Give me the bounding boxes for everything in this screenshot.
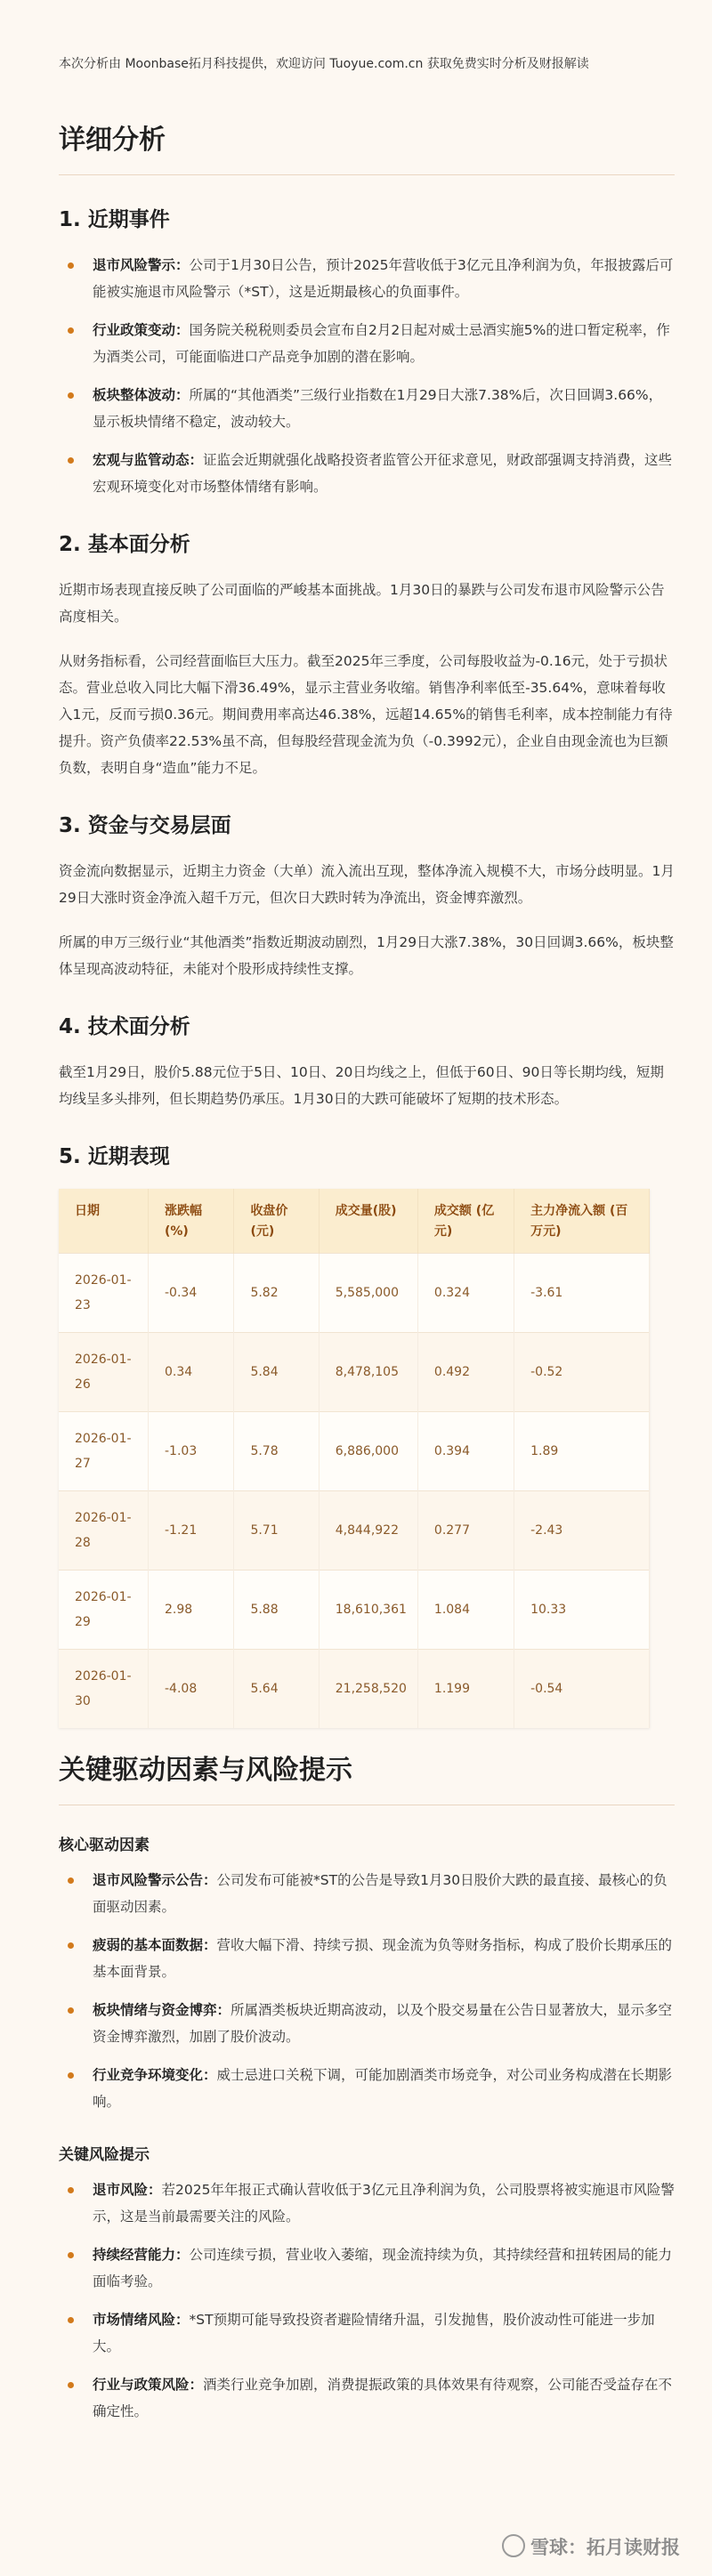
drivers-risks-title: 关键驱动因素与风险提示 — [59, 1753, 675, 1805]
item-text: 所属酒类板块近期高波动，以及个股交易量在公告日显著放大，显示多空资金博弈激烈，加剧了股价波动。 — [93, 2002, 673, 2045]
cell-turnover: 0.324 — [417, 1254, 514, 1333]
cell-close: 5.84 — [234, 1333, 319, 1412]
xueqiu-logo-icon — [502, 2534, 525, 2557]
cell-turnover: 1.199 — [417, 1650, 514, 1729]
list-item — [80, 2062, 675, 2115]
watermark-text: 雪球：拓月读财报 — [530, 2537, 680, 2558]
bullet-icon — [68, 2317, 74, 2323]
cell-turnover: 1.084 — [417, 1571, 514, 1650]
bullet-icon — [68, 457, 74, 464]
cell-volume: 18,610,361 — [319, 1571, 417, 1650]
cell-net-inflow: 10.33 — [514, 1571, 650, 1650]
list-item — [80, 2176, 675, 2230]
cell-date: 2026-01-29 — [59, 1571, 149, 1650]
item-label: 宏观与监管动态： — [93, 452, 204, 468]
item-text: 公司连续亏损，营业收入萎缩，现金流持续为负，其持续经营和扭转困局的能力面临考验。 — [93, 2247, 673, 2289]
item-text: 公司发布可能被*ST的公告是导致1月30日股价大跌的最直接、最核心的负面驱动因素。 — [93, 1872, 668, 1915]
watermark — [502, 2533, 680, 2560]
fundamentals-paragraph-1: 近期市场表现直接反映了公司面临的严峻基本面挑战。1月30日的暴跌与公司发布退市风险警示公告高度相关。 — [59, 582, 665, 625]
core-drivers-list — [59, 1867, 675, 2115]
cell-date: 2026-01-27 — [59, 1412, 149, 1491]
cell-date: 2026-01-30 — [59, 1650, 149, 1729]
cell-change: -1.21 — [149, 1491, 234, 1571]
core-drivers-heading: 核心驱动因素 — [59, 1837, 150, 1854]
intro-text: 本次分析由 Moonbase拓月科技提供，欢迎访问 Tuoyue.com.cn 获取免费实时分析及财报解读 — [59, 57, 589, 71]
header-close: 收盘价 (元) — [234, 1189, 319, 1254]
bullet-icon — [68, 2382, 74, 2388]
list-item — [80, 252, 675, 305]
cell-turnover: 0.277 — [417, 1491, 514, 1571]
recent-events-list — [59, 252, 675, 500]
table-header-row — [59, 1189, 650, 1254]
cell-net-inflow: -0.52 — [514, 1333, 650, 1412]
item-text: 证监会近期就强化战略投资者监管公开征求意见，财政部强调支持消费，这些宏观环境变化对市场整体情绪有影响。 — [93, 452, 673, 495]
cell-volume: 4,844,922 — [319, 1491, 417, 1571]
list-item — [80, 2371, 675, 2425]
cell-volume: 21,258,520 — [319, 1650, 417, 1729]
item-text: *ST预期可能导致投资者避险情绪升温，引发抛售，股价波动性可能进一步加大。 — [93, 2312, 655, 2354]
bullet-icon — [68, 1942, 74, 1949]
item-label: 持续经营能力： — [93, 2247, 190, 2263]
cell-close: 5.88 — [234, 1571, 319, 1650]
cell-change: -1.03 — [149, 1412, 234, 1491]
item-label: 行业与政策风险： — [93, 2377, 204, 2393]
cell-change: 0.34 — [149, 1333, 234, 1412]
header-net-inflow: 主力净流入额 (百万元) — [514, 1189, 650, 1254]
bullet-icon — [68, 1877, 74, 1884]
cell-date: 2026-01-26 — [59, 1333, 149, 1412]
section-recent-events-heading: 1. 近期事件 — [59, 208, 170, 231]
table-row — [59, 1491, 650, 1571]
bullet-icon — [68, 262, 74, 269]
item-text: 国务院关税税则委员会宣布自2月2日起对威士忌酒实施5%的进口暂定税率，作为酒类公司，可能面临进口产品竞争加剧的潜在影响。 — [93, 322, 670, 365]
item-text: 营收大幅下滑、持续亏损、现金流为负等财务指标，构成了股价长期承压的基本面背景。 — [93, 1937, 673, 1980]
list-item — [80, 382, 675, 435]
cell-volume: 6,886,000 — [319, 1412, 417, 1491]
list-item — [80, 317, 675, 370]
item-text: 公司于1月30日公告，预计2025年营收低于3亿元且净利润为负，年报披露后可能被实施退市风险警示（*ST），这是近期最核心的负面事件。 — [93, 257, 674, 300]
table-row — [59, 1254, 650, 1333]
bullet-icon — [68, 2007, 74, 2014]
item-text: 若2025年年报正式确认营收低于3亿元且净利润为负，公司股票将被实施退市风险警示，这是当前最需要关注的风险。 — [93, 2182, 675, 2225]
list-item — [80, 1867, 675, 1920]
cell-net-inflow: -2.43 — [514, 1491, 650, 1571]
cell-net-inflow: -0.54 — [514, 1650, 650, 1729]
header-volume: 成交量(股) — [319, 1189, 417, 1254]
list-item — [80, 1997, 675, 2050]
key-risks-list — [59, 2176, 675, 2425]
section-capital-heading: 3. 资金与交易层面 — [59, 814, 231, 837]
cell-close: 5.71 — [234, 1491, 319, 1571]
cell-net-inflow: -3.61 — [514, 1254, 650, 1333]
section-fundamentals-heading: 2. 基本面分析 — [59, 533, 190, 556]
bullet-icon — [68, 327, 74, 334]
item-label: 退市风险： — [93, 2182, 162, 2198]
list-item — [80, 447, 675, 500]
list-item — [80, 1932, 675, 1985]
cell-change: 2.98 — [149, 1571, 234, 1650]
cell-date: 2026-01-23 — [59, 1254, 149, 1333]
fundamentals-paragraph-2: 从财务指标看，公司经营面临巨大压力。截至2025年三季度，公司每股收益为-0.16元，处于亏损状态。营业总收入同比大幅下滑36.49%，显示主营业务收缩。销售净利率低至-35.64%，意味着每收入1元，反而亏损0.36元。期间费用率高达46.38%，远超14.65%的销售毛利率，成本控制能力有待提升。资产负债率22.53%虽不高，但每股经营现金流为负（-0.3992元），企业自由现金流也为巨额负数，表明自身“造血”能力不足。 — [59, 653, 673, 776]
item-label: 退市风险警示公告： — [93, 1872, 217, 1888]
table-row — [59, 1412, 650, 1491]
capital-paragraph-2: 所属的申万三级行业“其他酒类”指数近期波动剧烈，1月29日大涨7.38%，30日回调3.66%，板块整体呈现高波动特征，未能对个股形成持续性支撑。 — [59, 934, 674, 977]
header-date: 日期 — [59, 1189, 149, 1254]
item-label: 行业政策变动： — [93, 322, 190, 338]
cell-close: 5.78 — [234, 1412, 319, 1491]
cell-change: -4.08 — [149, 1650, 234, 1729]
bullet-icon — [68, 2187, 74, 2193]
cell-change: -0.34 — [149, 1254, 234, 1333]
performance-table — [59, 1189, 650, 1728]
item-label: 疲弱的基本面数据： — [93, 1937, 217, 1953]
cell-turnover: 0.492 — [417, 1333, 514, 1412]
item-text: 威士忌进口关税下调，可能加剧酒类市场竞争，对公司业务构成潜在长期影响。 — [93, 2067, 673, 2110]
header-turnover: 成交额 (亿元) — [417, 1189, 514, 1254]
item-label: 市场情绪风险： — [93, 2312, 190, 2328]
capital-paragraph-1: 资金流向数据显示，近期主力资金（大单）流入流出互现，整体净流入规模不大，市场分歧明显。1月29日大涨时资金净流入超千万元，但次日大跌时转为净流出，资金博弈激烈。 — [59, 863, 675, 906]
list-item — [80, 2241, 675, 2295]
item-label: 行业竞争环境变化： — [93, 2067, 217, 2083]
table-row — [59, 1571, 650, 1650]
cell-volume: 8,478,105 — [319, 1333, 417, 1412]
page-title: 详细分析 — [59, 123, 675, 175]
cell-net-inflow: 1.89 — [514, 1412, 650, 1491]
item-label: 退市风险警示： — [93, 257, 190, 273]
bullet-icon — [68, 2072, 74, 2079]
bullet-icon — [68, 392, 74, 399]
technical-paragraph: 截至1月29日，股价5.88元位于5日、10日、20日均线之上，但低于60日、90日等长期均线，短期均线呈多头排列，但长期趋势仍承压。1月30日的大跌可能破坏了短期的技术形态。 — [59, 1064, 664, 1107]
cell-close: 5.64 — [234, 1650, 319, 1729]
cell-close: 5.82 — [234, 1254, 319, 1333]
section-performance-heading: 5. 近期表现 — [59, 1145, 170, 1168]
list-item — [80, 2306, 675, 2360]
item-text: 酒类行业竞争加剧，消费提振政策的具体效果有待观察，公司能否受益存在不确定性。 — [93, 2377, 673, 2419]
section-technical-heading: 4. 技术面分析 — [59, 1015, 190, 1038]
header-change: 涨跌幅 (%) — [149, 1189, 234, 1254]
bullet-icon — [68, 2252, 74, 2258]
cell-date: 2026-01-28 — [59, 1491, 149, 1571]
table-row — [59, 1333, 650, 1412]
table-row — [59, 1650, 650, 1729]
item-label: 板块整体波动： — [93, 387, 190, 403]
cell-turnover: 0.394 — [417, 1412, 514, 1491]
item-text: 所属的“其他酒类”三级行业指数在1月29日大涨7.38%后，次日回调3.66%，显示板块情绪不稳定，波动较大。 — [93, 387, 663, 430]
cell-volume: 5,585,000 — [319, 1254, 417, 1333]
key-risks-heading: 关键风险提示 — [59, 2146, 150, 2164]
item-label: 板块情绪与资金博弈： — [93, 2002, 231, 2018]
